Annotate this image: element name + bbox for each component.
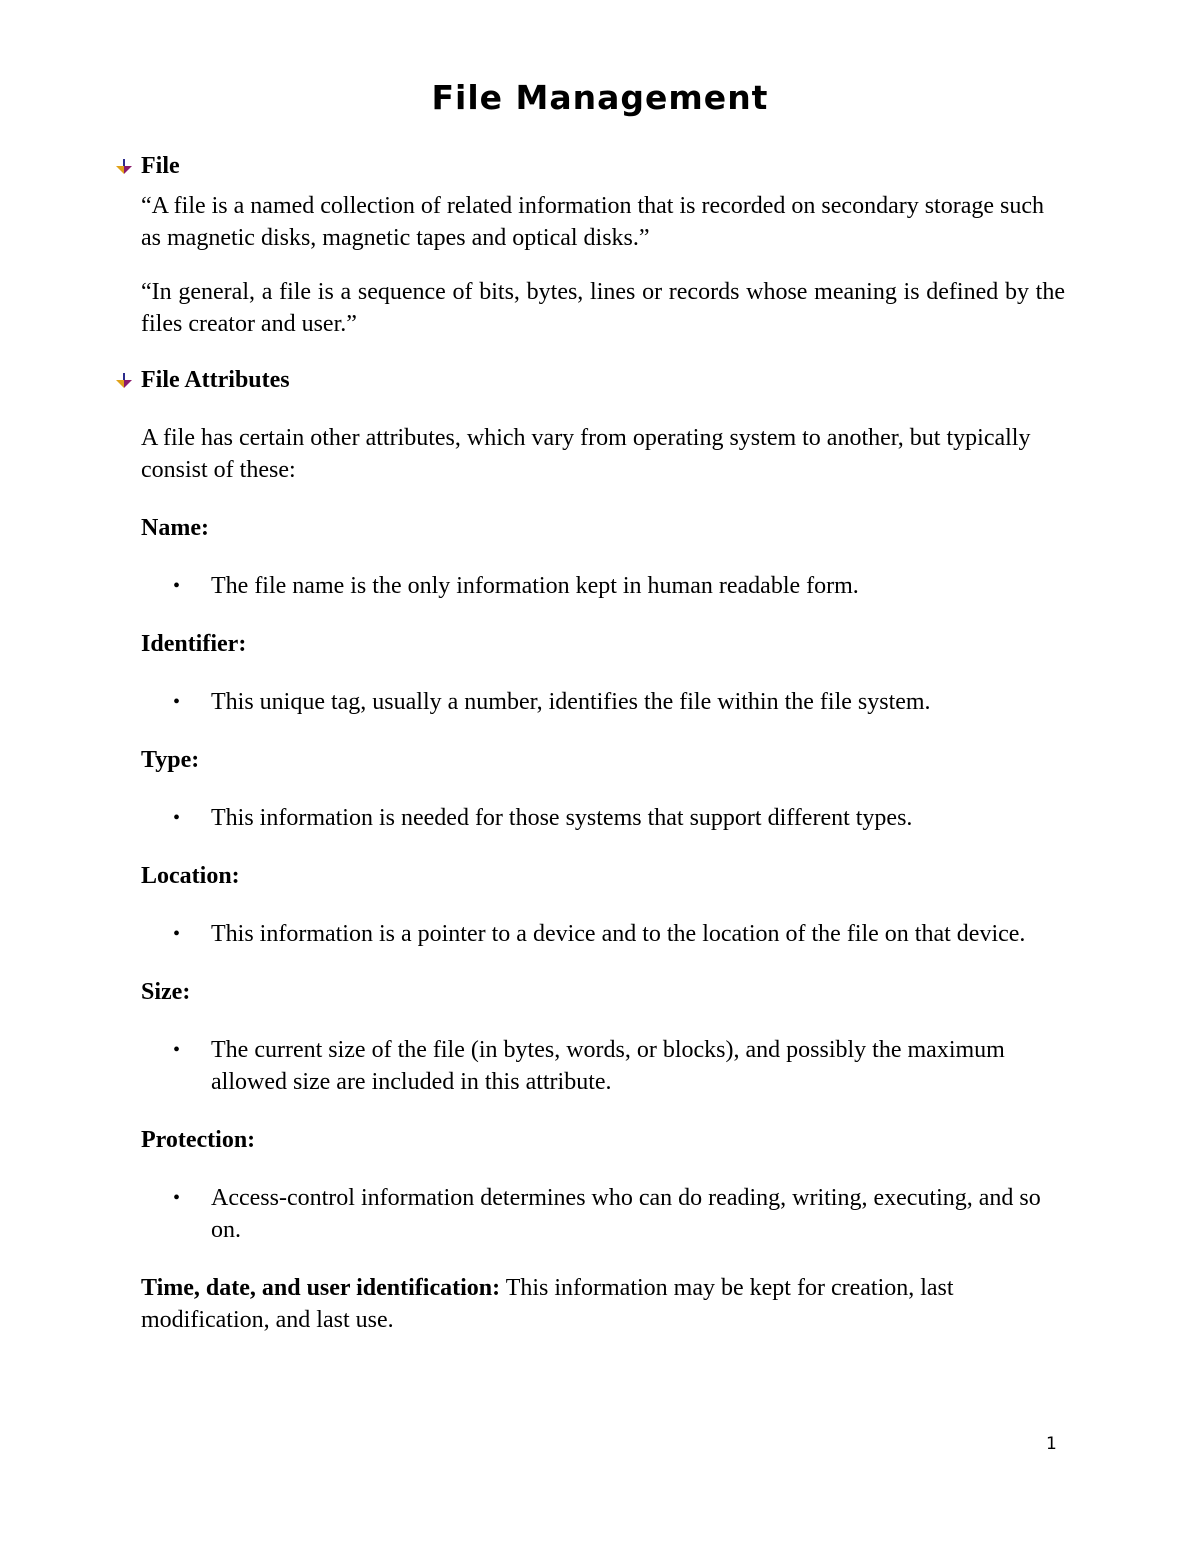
bullet-icon: •	[173, 807, 181, 829]
document-body	[115, 150, 1065, 1336]
attributes-intro: A file has certain other attributes, which vary from operating system to another, but typically consist of these:	[141, 425, 1031, 483]
attribute-label-name: Name:	[141, 515, 209, 541]
page-number: 1	[1046, 1434, 1057, 1454]
section-heading-file-attributes	[115, 364, 1065, 396]
attribute-bullet-type	[115, 802, 1065, 834]
time-date-user-paragraph	[115, 1272, 1065, 1336]
attribute-bullet-size	[115, 1034, 1065, 1098]
bullet-icon: •	[173, 575, 181, 597]
bullet-icon: •	[173, 691, 181, 713]
file-definition-quote: “A file is a named collection of related information that is recorded on secondary storage such as magnetic disks, magnetic tapes and optical disks.”	[141, 193, 1045, 251]
attribute-text: This unique tag, usually a number, identifies the file within the file system.	[211, 689, 931, 715]
bullet-icon: •	[173, 1187, 181, 1209]
attribute-bullet-name	[115, 570, 1065, 602]
page-title: File Management	[431, 78, 769, 117]
time-date-user-label: Time, date, and user identification:	[141, 1275, 501, 1301]
bullet-icon: •	[173, 1039, 181, 1061]
attribute-text: This information is a pointer to a device and to the location of the file on that device.	[211, 921, 1026, 947]
attribute-bullet-location	[115, 918, 1065, 950]
attribute-bullet-identifier	[115, 686, 1065, 718]
attribute-text: This information is needed for those systems that support different types.	[211, 805, 913, 831]
attribute-label-size: Size:	[141, 979, 191, 1005]
attribute-label-protection: Protection:	[141, 1127, 256, 1153]
attribute-bullet-protection	[115, 1182, 1065, 1246]
section-heading-file	[115, 150, 1065, 182]
attribute-text: The current size of the file (in bytes, words, or blocks), and possibly the maximum allowed size are included in this attribute.	[211, 1037, 1005, 1095]
attribute-text: The file name is the only information kept in human readable form.	[211, 573, 859, 599]
file-general-quote: “In general, a file is a sequence of bits, bytes, lines or records whose meaning is defined by the files creator and user.”	[141, 279, 1065, 337]
attribute-text: Access-control information determines who can do reading, writing, executing, and so on.	[211, 1185, 1041, 1243]
section-heading-label: File Attributes	[141, 367, 290, 393]
attribute-label-location: Location:	[141, 863, 240, 889]
attribute-label-identifier: Identifier:	[141, 631, 247, 657]
arrow-down-icon	[115, 159, 133, 175]
attribute-label-type: Type:	[141, 747, 200, 773]
time-date-user-text: This information may be kept for creation, last modification, and last use.	[141, 1275, 954, 1333]
arrow-down-icon	[115, 373, 133, 389]
bullet-icon: •	[173, 923, 181, 945]
section-heading-label: File	[141, 153, 180, 179]
